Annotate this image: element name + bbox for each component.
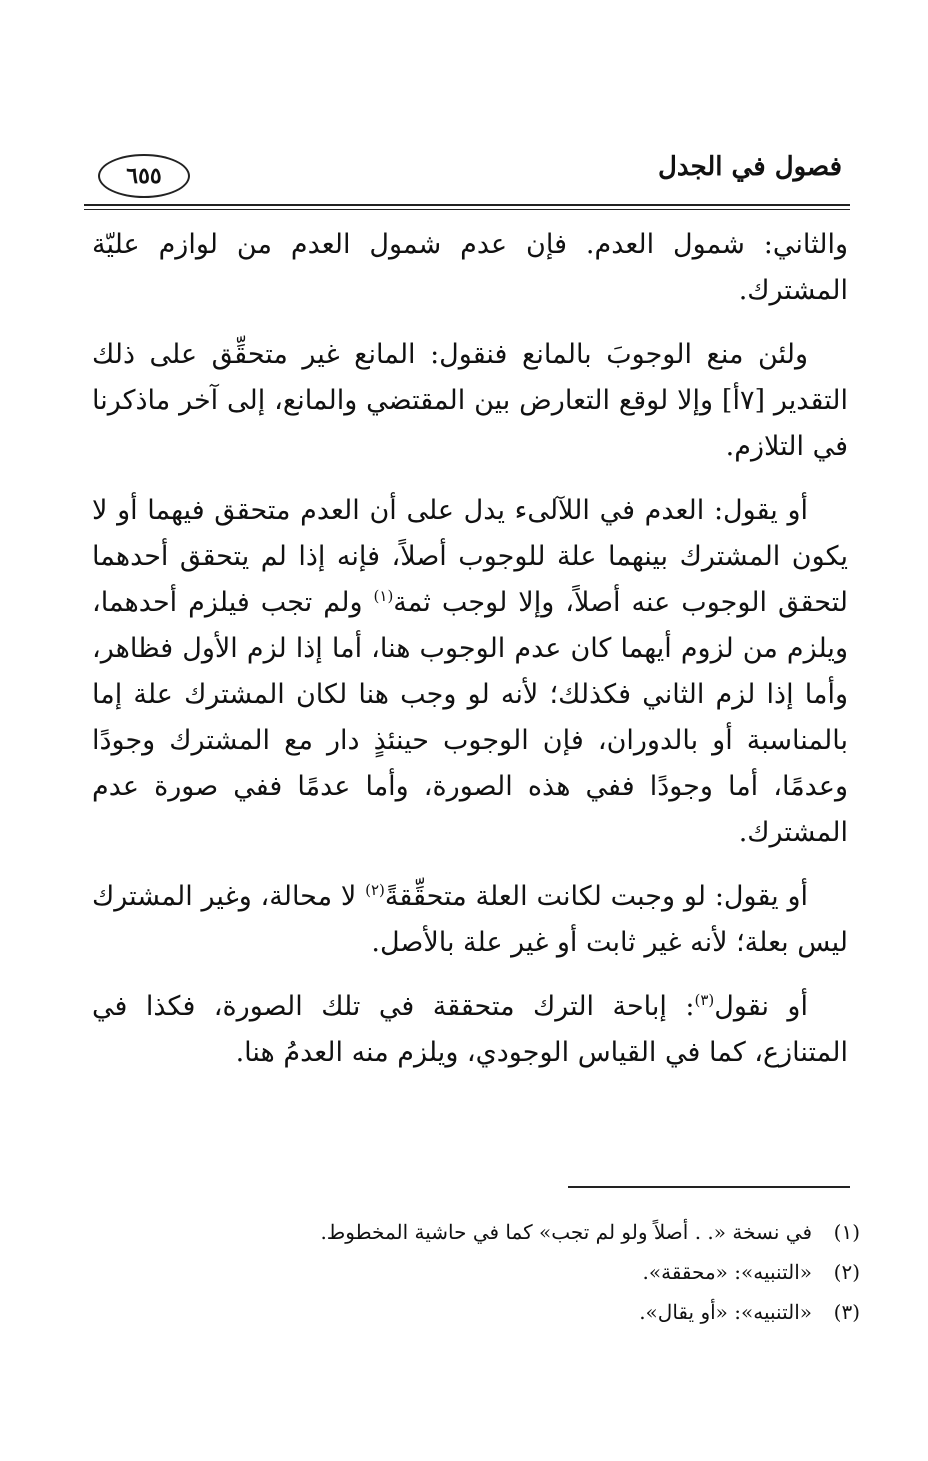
footnote-ref[interactable]: (١) [373, 587, 394, 605]
paragraph-text: ولئن منع الوجوبَ بالمانع فنقول: المانع غير متحقِّق على ذلك التقدير [٧أ] وإلا لوقع التعارض بين المقتضي والمانع، إلى آخر ماذكرنا في التلازم. [92, 339, 849, 462]
header-rule [84, 204, 850, 206]
paragraph-text: أو نقول [714, 991, 808, 1022]
footnote-separator [568, 1186, 850, 1188]
footnote [200, 1292, 860, 1332]
footnote-text: «التنبيه»: «محققة». [642, 1260, 812, 1284]
footnote-text: «التنبيه»: «أو يقال». [639, 1300, 812, 1324]
running-header [90, 144, 848, 200]
paragraph-text: لا محالة، وغير المشترك ليس بعلة؛ لأنه غير ثابت أو غير علة بالأصل. [92, 881, 848, 958]
footnote-ref[interactable]: (٣) [694, 991, 715, 1009]
footnotes [200, 1212, 860, 1332]
paragraph [92, 488, 848, 856]
paragraph [92, 222, 848, 314]
footnote [200, 1212, 860, 1252]
footnote [200, 1252, 860, 1292]
paragraph [92, 984, 848, 1076]
footnote-number: (٢) [833, 1260, 860, 1284]
footnote-text: في نسخة «. . أصلاً ولو لم تجب» كما في حاشية المخطوط. [320, 1220, 812, 1244]
paragraph-text: والثاني: شمول العدم. فإن عدم شمول العدم من لوازم عليّة المشترك. [92, 229, 848, 306]
footnote-number: (١) [833, 1220, 860, 1244]
paragraph [92, 874, 848, 966]
paragraph-text: أو يقول: لو وجبت لكانت العلة متحقِّقةً [384, 881, 808, 912]
header-rule-thin [84, 209, 850, 210]
footnote-ref[interactable]: (٢) [365, 881, 385, 899]
paragraph [92, 332, 848, 470]
body-text [92, 222, 848, 1094]
paragraph-text: ولم تجب فيلزم أحدهما، ويلزم من لزوم أيهما كان عدم الوجوب هنا، أما إذا لزم الأول فظاهر، وأما إذا لزم الثاني فكذلك؛ لأنه لو وجب هنا لكان المشترك علة إما بالمناسبة أو بالدوران، فإن الوجوب حينئذٍ دار مع المشترك وجودًا وعدمًا، أما وجودًا ففي هذه الصورة، وأما عدمًا ففي صورة عدم المشترك. [92, 587, 848, 848]
header-title: فصول في الجدل [658, 152, 842, 182]
footnote-number: (٣) [833, 1300, 860, 1324]
page-number: ٦٥٥ [98, 154, 190, 198]
paragraph-text: : إباحة الترك متحققة في تلك الصورة، فكذا في المتنازع، كما في القياس الوجودي، ويلزم منه العدمُ هنا. [92, 991, 848, 1068]
paragraph-text: أو يقول: العدم في اللآلىء يدل على أن العدم متحقق فيهما أو لا يكون المشترك بينهما علة للوجوب أصلاً، فإنه إذا لم يتحقق أحدهما لتحقق الوجوب عنه أصلاً، وإلا لوجب ثمة [92, 495, 849, 618]
